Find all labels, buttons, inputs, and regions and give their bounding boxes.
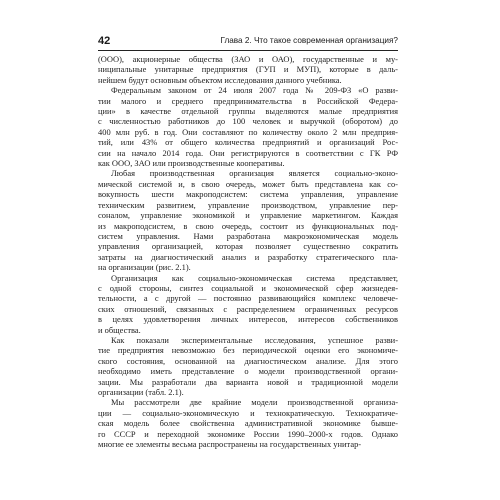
text-line: тий, или 43% от общего количества предприятий и организаций Рос-	[98, 137, 398, 148]
chapter-title: Глава 2. Что такое современная организация?	[220, 36, 398, 45]
paragraph	[98, 54, 398, 85]
text-line: ции» в качестве отдельной группы выделяются малые предприятия	[98, 106, 398, 117]
paragraph	[98, 335, 398, 397]
running-head	[98, 34, 398, 49]
text-line: Любая производственная организация является социально-эконо-	[111, 168, 398, 179]
page-number: 42	[98, 35, 111, 47]
text-line: нейшем будут основным объектом исследования данного учебника.	[98, 74, 342, 85]
text-line: и общества.	[98, 324, 141, 335]
text-line: ская модель более свойственна административной экономике бывше-	[98, 418, 398, 429]
text-line: необходимо иметь представление о модели производственной органи-	[98, 366, 398, 377]
text-line: Федеральным законом от 24 июля 2007 года № 209-ФЗ «О разви-	[111, 85, 398, 96]
text-line: го СССР и переходной экономике России 1990–2000-х годов. Однако	[98, 428, 398, 439]
text-line: Как показали экспериментальные исследования, успешное разви-	[111, 334, 398, 345]
text-line: ции — социально-экономическую и технократическую. Технократиче-	[98, 407, 398, 418]
text-line: (ООО), акционерные общества (ЗАО и ОАО), государственные и му-	[98, 54, 398, 64]
text-line: сии на начало 2014 года. Они регистрируются в соответствии с ГК РФ	[98, 147, 398, 158]
text-line: ских отношений, связанных с распределением ограниченных ресурсов	[98, 303, 398, 314]
paragraph	[98, 168, 398, 272]
text-line: с одной стороны, синтез социальной и экономической сфер жизнедея-	[98, 282, 398, 293]
text-line: как ООО, ЗАО или производственные кооперативы.	[98, 158, 285, 169]
header-rule	[98, 50, 398, 51]
text-line: на организации (рис. 2.1).	[98, 262, 191, 273]
text-line: вокупность шести макроподсистем: система управления, управление	[98, 189, 398, 200]
text-line: из макроподсистем, в свою очередь, состоит из функциональных под-	[98, 220, 398, 231]
text-line: затраты на диагностический анализ и разработку стратегического пла-	[98, 251, 398, 262]
text-line: зации. Мы разработали два варианта новой и традиционной модели	[98, 376, 398, 387]
text-line: тельности, а с другой — постоянно развивающийся комплекс человече-	[98, 293, 398, 304]
text-line: Организация как социально-экономическая система представляет,	[111, 272, 398, 283]
text-line: в целях удовлетворения личных интересов, интересов собственников	[98, 314, 398, 325]
text-line: управления организацией, которая позволяет существенно сократить	[98, 241, 398, 252]
text-line: мической системой и, в свою очередь, может быть представлена как со-	[98, 178, 398, 189]
text-line: с численностью работников до 100 человек и выручкой (оборотом) до	[98, 116, 398, 127]
paragraph	[98, 273, 398, 335]
text-line: соналом, управление экономикой и управление маркетингом. Каждая	[98, 210, 398, 221]
text-line: многие ее элементы весьма распространены на государственных унитар-	[98, 439, 362, 450]
text-line: 400 млн руб. в год. Они составляют по количеству около 2 млн предприя-	[98, 126, 398, 137]
text-line: Мы рассмотрели две крайние модели производственной организа-	[111, 397, 398, 408]
text-line: организации (табл. 2.1).	[98, 387, 184, 397]
body-text	[98, 54, 398, 449]
text-line: ского состояния, основанной на диагностическом анализе. Для этого	[98, 355, 398, 366]
paragraph	[98, 397, 398, 449]
text-line: ниципальные унитарные предприятия (ГУП и МУП), которые в даль-	[98, 64, 398, 75]
text-line: систем управления. Нами разработана макроэкономическая модель	[98, 230, 398, 241]
text-line: техническим развитием, управление производством, управление пер-	[98, 199, 398, 210]
text-line: тии малого и среднего предпринимательства в Российской Федера-	[98, 95, 398, 106]
text-line: тие предприятия невозможно без периодической оценки его экономиче-	[98, 345, 398, 356]
paragraph	[98, 85, 398, 168]
